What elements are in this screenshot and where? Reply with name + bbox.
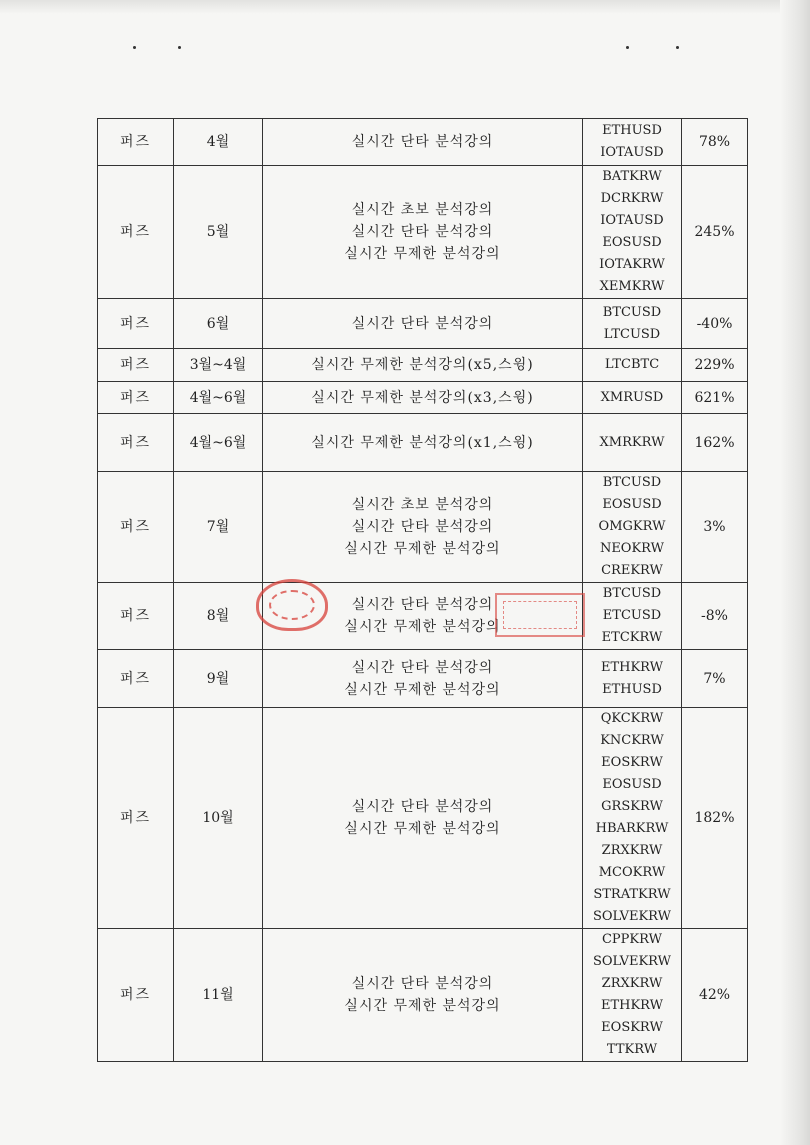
type-cell: 퍼즈	[98, 929, 174, 1062]
lecture-name: 실시간 무제한 분석강의	[344, 619, 501, 635]
return-cell: 245%	[682, 166, 748, 299]
table-row	[98, 119, 748, 166]
lecture-cell	[263, 708, 583, 929]
symbols-cell	[583, 349, 682, 382]
symbol-name: XMRKRW	[599, 434, 665, 450]
scan-speck	[626, 46, 629, 49]
symbol-name: ETHKRW	[600, 659, 664, 675]
symbol-name: MCOKRW	[598, 865, 666, 880]
symbol-name: IOTAKRW	[599, 257, 665, 272]
symbol-name: CREKRW	[601, 563, 663, 578]
symbol-name: BTCUSD	[602, 586, 662, 601]
lecture-name: 실시간 무제한 분석강의(x3,스윙)	[311, 389, 534, 406]
type-cell: 퍼즈	[98, 166, 174, 299]
table-row	[98, 472, 748, 583]
lecture-name: 실시간 단타 분석강의	[351, 519, 494, 535]
symbols-cell	[583, 382, 682, 414]
scan-right-edge	[780, 0, 810, 1145]
table-row	[98, 708, 748, 929]
symbol-name: KNCKRW	[600, 733, 664, 748]
type-cell: 퍼즈	[98, 414, 174, 472]
symbol-name: ETHKRW	[600, 998, 664, 1013]
lecture-name: 실시간 단타 분석강의	[351, 659, 494, 676]
lecture-cell	[263, 472, 583, 583]
symbol-name: ETCUSD	[602, 608, 662, 623]
period-cell: 5월	[174, 166, 263, 299]
symbol-name: BTCUSD	[602, 475, 662, 490]
symbol-name: SOLVEKRW	[592, 954, 672, 969]
symbol-name: GRSKRW	[601, 799, 663, 814]
table-row	[98, 382, 748, 414]
symbols-cell	[583, 414, 682, 472]
scan-speck	[676, 46, 679, 49]
table-row	[98, 299, 748, 349]
type-cell: 퍼즈	[98, 472, 174, 583]
symbol-name: CPPKRW	[601, 932, 663, 947]
return-cell: 162%	[682, 414, 748, 472]
scan-speck	[178, 46, 181, 49]
return-cell: 182%	[682, 708, 748, 929]
lecture-name: 실시간 무제한 분석강의	[344, 246, 501, 262]
symbol-name: IOTAUSD	[600, 145, 664, 160]
lecture-name: 실시간 단타 분석강의	[351, 134, 494, 150]
scan-top-edge	[0, 0, 810, 14]
symbol-name: EOSUSD	[602, 777, 662, 792]
lecture-cell	[263, 414, 583, 472]
symbol-name: ZRXKRW	[601, 976, 663, 991]
symbol-name: ZRXKRW	[601, 843, 663, 858]
symbol-name: EOSKRW	[601, 755, 663, 770]
symbol-name: ETHUSD	[602, 681, 662, 697]
lecture-cell	[263, 650, 583, 708]
lecture-name: 실시간 단타 분석강의	[351, 315, 494, 332]
lecture-name: 실시간 무제한 분석강의	[344, 681, 501, 698]
period-cell: 4월~6월	[174, 414, 263, 472]
period-cell: 10월	[174, 708, 263, 929]
return-cell: 3%	[682, 472, 748, 583]
scan-speck	[133, 46, 136, 49]
symbols-cell	[583, 299, 682, 349]
period-cell: 7월	[174, 472, 263, 583]
lecture-name: 실시간 무제한 분석강의(x1,스윙)	[311, 434, 534, 451]
symbol-name: SOLVEKRW	[592, 909, 672, 924]
lecture-cell	[263, 349, 583, 382]
symbol-name: NEOKRW	[599, 541, 665, 556]
lecture-cell	[263, 929, 583, 1062]
symbols-cell	[583, 472, 682, 583]
type-cell: 퍼즈	[98, 708, 174, 929]
type-cell: 퍼즈	[98, 382, 174, 414]
symbol-name: XEMKRW	[599, 279, 665, 294]
lecture-name: 실시간 초보 분석강의	[351, 497, 494, 513]
symbols-cell	[583, 166, 682, 299]
symbol-name: LTCUSD	[603, 326, 661, 342]
period-cell: 11월	[174, 929, 263, 1062]
symbol-name: STRATKRW	[593, 887, 671, 902]
period-cell: 4월~6월	[174, 382, 263, 414]
type-cell: 퍼즈	[98, 650, 174, 708]
symbol-name: LTCBTC	[604, 357, 660, 372]
return-cell: -8%	[682, 583, 748, 650]
type-cell: 퍼즈	[98, 299, 174, 349]
symbol-name: BATKRW	[602, 169, 662, 184]
return-cell: 621%	[682, 382, 748, 414]
lecture-cell	[263, 583, 583, 650]
table-row	[98, 349, 748, 382]
table-row	[98, 929, 748, 1062]
symbol-name: OMGKRW	[598, 519, 666, 534]
symbol-name: XMRUSD	[600, 389, 664, 405]
symbol-name: EOSUSD	[602, 497, 662, 512]
type-cell: 퍼즈	[98, 583, 174, 650]
symbol-name: EOSUSD	[602, 235, 662, 250]
period-cell: 4월	[174, 119, 263, 166]
symbol-name: ETCKRW	[601, 630, 663, 645]
lecture-name: 실시간 무제한 분석강의	[344, 998, 501, 1014]
lecture-cell	[263, 119, 583, 166]
symbol-name: QKCKRW	[600, 711, 664, 726]
lecture-cell	[263, 166, 583, 299]
type-cell: 퍼즈	[98, 349, 174, 382]
return-cell: -40%	[682, 299, 748, 349]
lecture-cell	[263, 382, 583, 414]
table-row	[98, 414, 748, 472]
symbols-cell	[583, 650, 682, 708]
records-table	[97, 118, 748, 1062]
table-row	[98, 583, 748, 650]
table-row	[98, 166, 748, 299]
lecture-cell	[263, 299, 583, 349]
symbol-name: TTKRW	[606, 1042, 658, 1057]
lecture-name: 실시간 단타 분석강의	[351, 597, 494, 613]
symbol-name: IOTAUSD	[600, 213, 664, 228]
symbol-name: EOSKRW	[601, 1020, 663, 1035]
table-row	[98, 650, 748, 708]
period-cell: 6월	[174, 299, 263, 349]
symbols-cell	[583, 119, 682, 166]
period-cell: 9월	[174, 650, 263, 708]
period-cell: 3월~4월	[174, 349, 263, 382]
lecture-name: 실시간 무제한 분석강의(x5,스윙)	[311, 357, 534, 373]
period-cell: 8월	[174, 583, 263, 650]
return-cell: 42%	[682, 929, 748, 1062]
symbol-name: DCRKRW	[600, 191, 664, 206]
return-cell: 78%	[682, 119, 748, 166]
lecture-name: 실시간 단타 분석강의	[351, 976, 494, 992]
records-table-body	[98, 119, 748, 1062]
type-cell: 퍼즈	[98, 119, 174, 166]
return-cell: 229%	[682, 349, 748, 382]
lecture-name: 실시간 무제한 분석강의	[344, 541, 501, 557]
symbol-name: BTCUSD	[602, 304, 662, 320]
lecture-name: 실시간 단타 분석강의	[351, 799, 494, 815]
symbols-cell	[583, 583, 682, 650]
symbols-cell	[583, 929, 682, 1062]
symbols-cell	[583, 708, 682, 929]
symbol-name: ETHUSD	[602, 123, 662, 138]
lecture-name: 실시간 무제한 분석강의	[344, 821, 501, 837]
return-cell: 7%	[682, 650, 748, 708]
symbol-name: HBARKRW	[595, 821, 669, 836]
lecture-name: 실시간 단타 분석강의	[351, 224, 494, 240]
lecture-name: 실시간 초보 분석강의	[351, 202, 494, 218]
